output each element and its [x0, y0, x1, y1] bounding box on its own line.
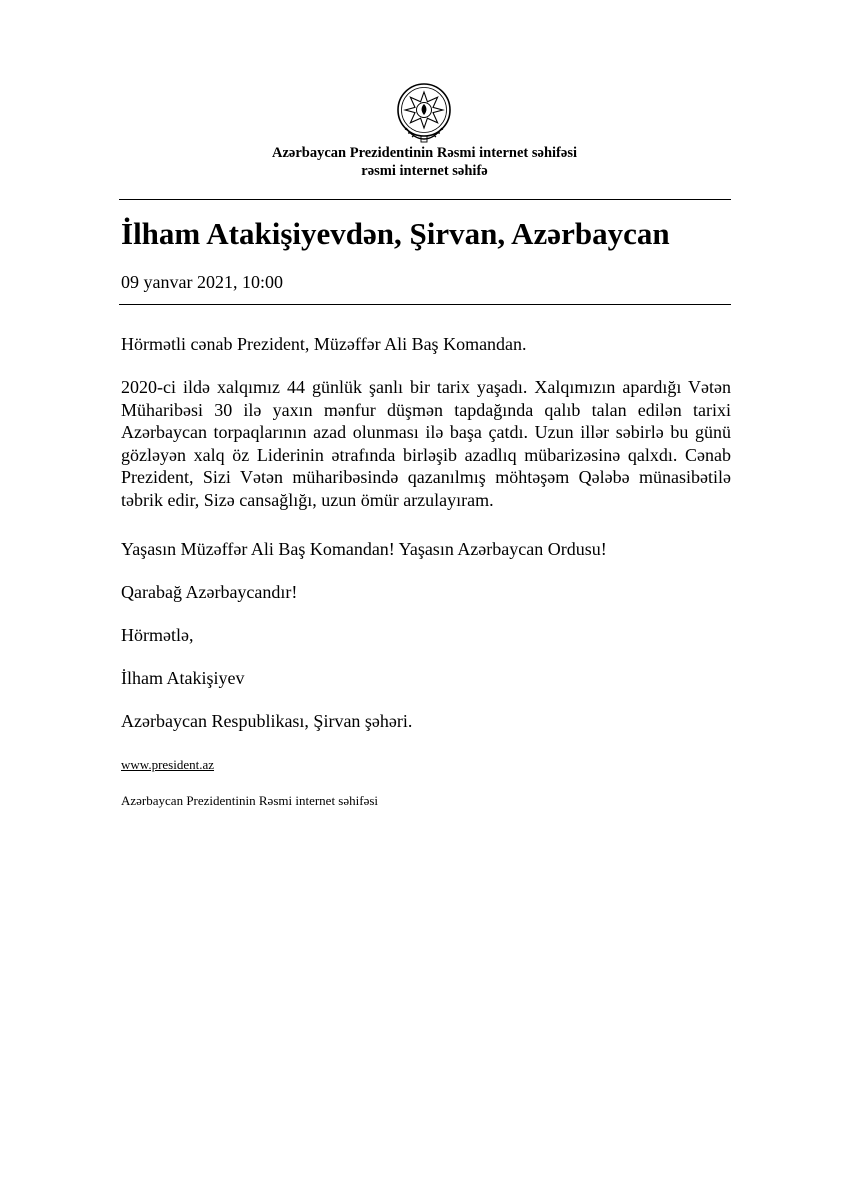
article-date: 09 yanvar 2021, 10:00: [121, 272, 283, 292]
article-title: İlham Atakişiyevdən, Şirvan, Azərbaycan: [121, 216, 670, 251]
main-paragraph: 2020-ci ildə xalqımız 44 günlük şanlı bir tarix yaşadı. Xalqımızın apardığı Vətən Müharibəsi 30 ilə yaxın mənfur düşmən tapdağında qalıb talan edilən tarixi Azərbaycan torpaqlarının azad olunması ilə başa çatdı. Uzun illər səbirlə bu günü gözləyən xalq öz Liderinin ətrafında birləşib azadlıq mübarizəsinə qalxdı. Cənab Prezident, Sizi Vətən müharibəsində qazanılmış möhtəşəm Qələbə münasibətilə təbrik edir, Sizə cansağlığı, uzun ömür arzulayıram.: [121, 377, 731, 510]
bottom-divider: [119, 304, 731, 305]
top-divider: [119, 199, 731, 200]
source-link[interactable]: www.president.az: [121, 757, 215, 772]
site-title: Azərbaycan Prezidentinin Rəsmi internet səhifəsi: [272, 145, 577, 161]
signature-name: İlham Atakişiyev: [121, 668, 245, 688]
signature-location: Azərbaycan Respublikası, Şirvan şəhəri.: [121, 711, 413, 731]
site-subtitle: rəsmi internet səhifə: [361, 163, 488, 179]
greeting-paragraph: Hörmətli cənab Prezident, Müzəffər Ali Baş Komandan.: [121, 334, 527, 354]
state-emblem-icon: [392, 80, 456, 144]
karabakh-paragraph: Qarabağ Azərbaycandır!: [121, 582, 298, 602]
regards-line: Hörmətlə,: [121, 625, 194, 645]
long-live-paragraph: Yaşasın Müzəffər Ali Baş Komandan! Yaşasın Azərbaycan Ordusu!: [121, 539, 607, 559]
footer-note: Azərbaycan Prezidentinin Rəsmi internet səhifəsi: [121, 793, 379, 808]
